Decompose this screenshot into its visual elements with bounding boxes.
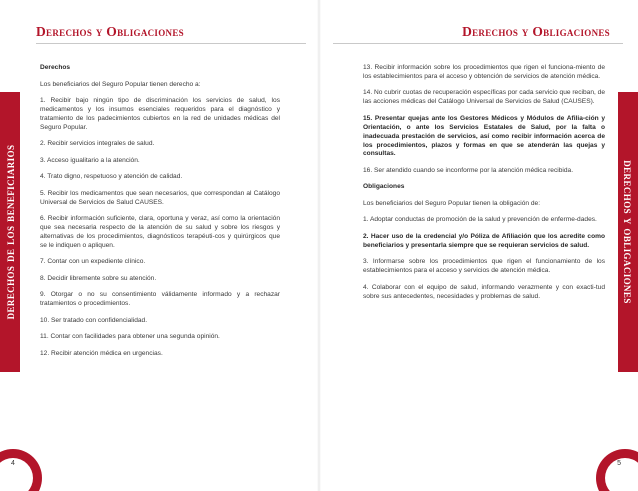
right-corner-decoration bbox=[594, 447, 638, 491]
left-corner-ring bbox=[0, 449, 42, 491]
paragraph: 6. Recibir información suficiente, clara, oportuna y veraz, así como la orientación que sea necesaria respecto de la atención de su salud y sobre los riesgos y alternativas de los procedimientos, diagnósticos terapéuti-cos y quirúrgicos que se le indiquen o apliquen. bbox=[40, 215, 280, 249]
paragraph: 9. Otorgar o no su consentimiento válidamente informado y a rechazar tratamientos o procedimientos. bbox=[40, 291, 280, 308]
paragraph: 2. Recibir servicios integrales de salud. bbox=[40, 140, 155, 148]
right-side-tab bbox=[618, 92, 638, 372]
paragraph: 4. Colaborar con el equipo de salud, informando verazmente y con exacti-tud sobre sus antecedentes, necesidades y problemas de salud. bbox=[363, 283, 605, 300]
paragraph: 10. Ser tratado con confidencialidad. bbox=[40, 316, 148, 324]
left-header-title: Derechos y Obligaciones bbox=[36, 24, 184, 39]
left-page-number: 4 bbox=[11, 460, 15, 467]
paragraph: 1. Adoptar conductas de promoción de la salud y prevención de enferme-dades. bbox=[363, 216, 597, 224]
left-corner-decoration bbox=[0, 447, 44, 491]
paragraph: 13. Recibir información sobre los procedimientos que rigen el funciona-miento de los establecimientos para el acceso y obtención de servicios de atención médica. bbox=[363, 64, 605, 80]
paragraph: 15. Presentar quejas ante los Gestores Médicos y Módulos de Afilia-ción y Orientación, o ante los Servicios Estatales de Salud, por la falta o inadecuada prestación de servicios, así como recibir información acerca de los procedimientos, plazos y formas en que se atenderán las quejas y consultas. bbox=[363, 114, 605, 158]
section-heading: Obligaciones bbox=[363, 183, 405, 191]
left-content bbox=[40, 64, 280, 366]
paragraph: Los beneficiarios del Seguro Popular tienen derecho a: bbox=[40, 80, 201, 88]
paragraph: 4. Trato digno, respetuoso y atención de calidad. bbox=[40, 173, 183, 181]
paragraph: 8. Decidir libremente sobre su atención. bbox=[40, 274, 157, 282]
paragraph: 7. Contar con un expediente clínico. bbox=[40, 258, 146, 266]
paragraph: 3. Acceso igualitario a la atención. bbox=[40, 156, 140, 164]
paragraph: 1. Recibir bajo ningún tipo de discriminación los servicios de salud, los medicamentos y los insumos esenciales requeridos para el diagnóstico y tratamiento de los padecimientos cubiertos en la red de unidades médicas del Seguro Popular. bbox=[40, 97, 280, 131]
right-header-rule bbox=[333, 43, 623, 44]
right-page-number: 5 bbox=[617, 460, 621, 467]
left-side-tab-label: derechos de los beneficiarios bbox=[2, 144, 17, 320]
right-corner-ring bbox=[596, 449, 638, 491]
right-content bbox=[363, 64, 605, 309]
right-header-title: Derechos y Obligaciones bbox=[462, 24, 610, 39]
right-side-tab-label: derechos y obligaciones bbox=[621, 160, 636, 304]
paragraph: 3. Informarse sobre los procedimientos que rigen el funcionamiento de los establecimientos para el acceso y servicios de atención médica. bbox=[363, 258, 605, 275]
paragraph: 5. Recibir los medicamentos que sean necesarios, que correspondan al Catálogo Universal de Servicios de Salud CAUSES. bbox=[40, 189, 280, 206]
paragraph: 14. No cubrir cuotas de recuperación específicas por cada servicio que reciban, de las acciones médicas del Catálogo Universal de Servicios de Salud (CAUSES). bbox=[363, 89, 605, 106]
paragraph: 12. Recibir atención médica en urgencias. bbox=[40, 349, 163, 357]
right-page bbox=[319, 0, 638, 491]
paragraph: 2. Hacer uso de la credencial y/o Póliza de Afiliación que los acredite como beneficiarios y presentarla siempre que se requieran servicios de salud. bbox=[363, 232, 605, 249]
paragraph: Los beneficiarios del Seguro Popular tienen la obligación de: bbox=[363, 199, 541, 207]
left-side-tab bbox=[0, 92, 20, 372]
section-heading: Derechos bbox=[40, 64, 71, 71]
paragraph: 16. Ser atendido cuando se inconforme por la atención médica recibida. bbox=[363, 166, 574, 174]
paragraph: 11. Contar con facilidades para obtener una segunda opinión. bbox=[40, 333, 220, 341]
left-header-rule bbox=[36, 43, 306, 44]
